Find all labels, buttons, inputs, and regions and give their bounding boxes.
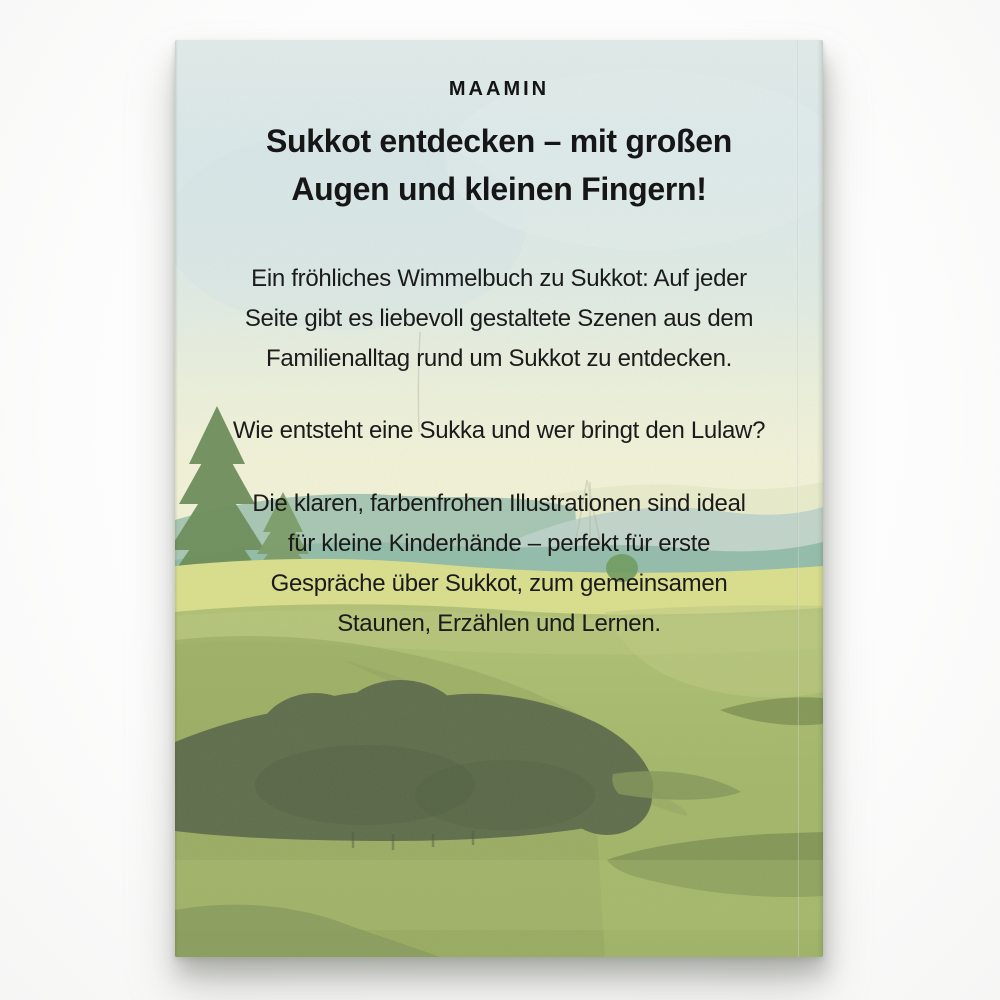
cover-crease	[797, 40, 799, 957]
title-line: Sukkot entdecken – mit großen	[265, 123, 733, 159]
book-back-cover	[175, 40, 823, 957]
title-line: Augen und kleinen Fingern!	[291, 171, 707, 207]
text-line: Gespräche über Sukkot, zum gemeinsamen	[270, 570, 728, 597]
blurb-paragraph-3	[199, 484, 799, 644]
text-line: für kleine Kinderhände – perfekt für erste	[287, 530, 711, 557]
text-line: Seite gibt es liebevoll gestaltete Szenen aus dem	[244, 305, 754, 332]
text-line: Die klaren, farbenfrohen Illustrationen sind ideal	[252, 490, 746, 517]
text-line: Wie entsteht eine Sukka und wer bringt den Lulaw?	[232, 417, 766, 444]
book-title	[175, 117, 823, 213]
page-edge	[817, 40, 823, 957]
spine-edge	[175, 40, 178, 957]
cover-text	[175, 40, 823, 957]
text-line: Familienalltag rund um Sukkot zu entdecken.	[265, 345, 733, 372]
blurb-paragraph-1	[199, 259, 799, 379]
text-line: Staunen, Erzählen und Lernen.	[337, 610, 661, 637]
text-line: Ein fröhliches Wimmelbuch zu Sukkot: Auf jeder	[251, 265, 747, 292]
blurb-paragraph-2	[199, 411, 799, 451]
publisher-logo: MAAMIN	[448, 78, 550, 100]
